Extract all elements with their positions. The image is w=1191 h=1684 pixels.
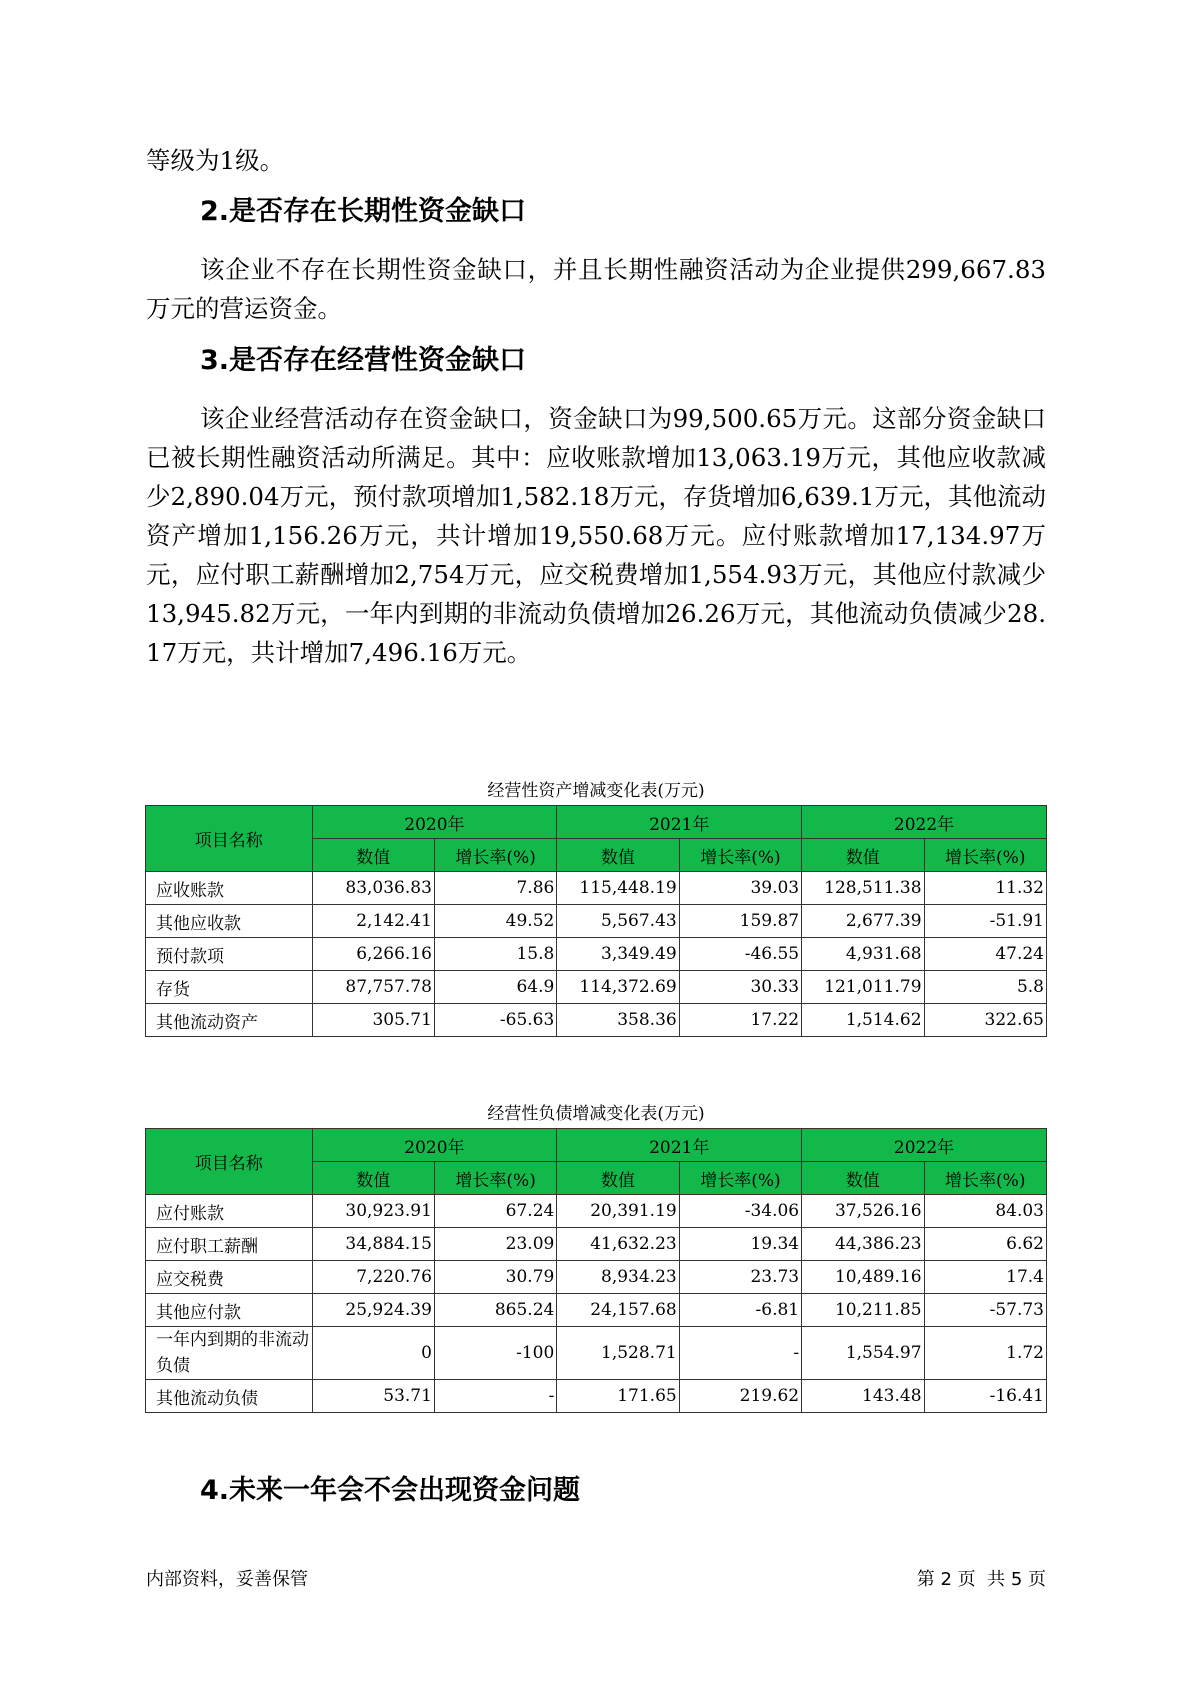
cell-growth-rate: 19.34 [679,1228,801,1261]
cell-growth-rate: 6.62 [924,1228,1046,1261]
table-row [146,1380,1047,1413]
liabilities-table-body [146,1195,1047,1413]
cell-value: 114,372.69 [557,971,679,1004]
cell-value: 143.48 [802,1380,924,1413]
table-row [146,1327,1047,1380]
cell-growth-rate: 64.9 [434,971,556,1004]
cell-value: 1,528.71 [557,1327,679,1380]
cell-value: 4,931.68 [802,938,924,971]
cell-value: 20,391.19 [557,1195,679,1228]
cell-growth-rate: -34.06 [679,1195,801,1228]
header-value: 数值 [557,1162,679,1195]
header-growth: 增长率(%) [679,1162,801,1195]
cell-value: 30,923.91 [312,1195,434,1228]
header-growth: 增长率(%) [924,1162,1046,1195]
header-value: 数值 [312,839,434,872]
cell-growth-rate: -57.73 [924,1294,1046,1327]
cell-value: 358.36 [557,1004,679,1037]
footer-page-number: 第 2 页 共 5 页 [916,1569,1046,1590]
intro-tail-block [146,141,1046,180]
cell-growth-rate: -65.63 [434,1004,556,1037]
cell-value: 115,448.19 [557,872,679,905]
cell-value: 2,142.41 [312,905,434,938]
row-item-name: 一年内到期的非流动负债 [146,1327,313,1380]
header-value: 数值 [312,1162,434,1195]
section-heading-3: 3.是否存在经营性资金缺口 [200,345,527,376]
cell-growth-rate: 84.03 [924,1195,1046,1228]
section-3-block [146,399,1046,672]
row-item-name: 其他应付款 [146,1294,313,1327]
cell-growth-rate: 67.24 [434,1195,556,1228]
header-year-2021: 2021年 [557,1129,802,1162]
cell-value: 34,884.15 [312,1228,434,1261]
header-growth: 增长率(%) [679,839,801,872]
cell-growth-rate: - [679,1327,801,1380]
cell-growth-rate: -46.55 [679,938,801,971]
section-3-paragraph: 该企业经营活动存在资金缺口，资金缺口为99,500.65万元。这部分资金缺口已被长期性融资活动所满足。其中：应收账款增加13,063.19万元，其他应收款减少2,890.04万元，预付款项增加1,582.18万元，存货增加6,639.1万元，其他流动资产增加1,156.26万元，共计增加19,550.68万元。应付账款增加17,134.97万元，应付职工薪酬增加2,754万元，应交税费增加1,554.93万元，其他应付款减少13,945.82万元，一年内到期的非流动负债增加26.26万元，其他流动负债减少28.17万元，共计增加7,496.16万元。 [146,404,1046,667]
cell-growth-rate: 7.86 [434,872,556,905]
row-item-name: 应收账款 [146,872,313,905]
liabilities-table-caption: 经营性负债增减变化表(万元) [487,1104,705,1124]
row-item-name: 存货 [146,971,313,1004]
cell-value: 41,632.23 [557,1228,679,1261]
header-year-2020: 2020年 [312,806,557,839]
cell-value: 37,526.16 [802,1195,924,1228]
liabilities-table [145,1128,1047,1413]
assets-table-caption: 经营性资产增减变化表(万元) [487,781,705,801]
header-year-2020: 2020年 [312,1129,557,1162]
cell-value: 44,386.23 [802,1228,924,1261]
cell-value: 10,211.85 [802,1294,924,1327]
section-2-paragraph: 该企业不存在长期性资金缺口，并且长期性融资活动为企业提供299,667.83万元的营运资金。 [146,255,1046,323]
cell-growth-rate: 39.03 [679,872,801,905]
cell-value: 53.71 [312,1380,434,1413]
row-item-name: 其他应收款 [146,905,313,938]
table-row [146,1261,1047,1294]
cell-growth-rate: 219.62 [679,1380,801,1413]
row-item-name: 其他流动资产 [146,1004,313,1037]
header-year-2022: 2022年 [802,1129,1047,1162]
intro-tail-text: 等级为1级。 [146,146,285,175]
cell-value: 10,489.16 [802,1261,924,1294]
cell-value: 24,157.68 [557,1294,679,1327]
section-heading-2: 2.是否存在长期性资金缺口 [200,196,527,227]
table-row [146,1004,1047,1037]
header-year-2022: 2022年 [802,806,1047,839]
header-item-name: 项目名称 [146,1129,313,1195]
cell-growth-rate: 23.73 [679,1261,801,1294]
cell-value: 3,349.49 [557,938,679,971]
cell-value: 171.65 [557,1380,679,1413]
header-growth: 增长率(%) [434,839,556,872]
row-item-name: 其他流动负债 [146,1380,313,1413]
assets-table [145,805,1047,1037]
table-row [146,905,1047,938]
cell-growth-rate: -16.41 [924,1380,1046,1413]
table-row [146,1195,1047,1228]
cell-value: 87,757.78 [312,971,434,1004]
header-year-2021: 2021年 [557,806,802,839]
cell-growth-rate: -51.91 [924,905,1046,938]
cell-value: 305.71 [312,1004,434,1037]
cell-growth-rate: 23.09 [434,1228,556,1261]
cell-growth-rate: -6.81 [679,1294,801,1327]
table-row [146,938,1047,971]
table-row [146,872,1047,905]
cell-value: 25,924.39 [312,1294,434,1327]
cell-value: 1,554.97 [802,1327,924,1380]
cell-growth-rate: 11.32 [924,872,1046,905]
cell-growth-rate: - [434,1380,556,1413]
row-item-name: 应付账款 [146,1195,313,1228]
cell-value: 8,934.23 [557,1261,679,1294]
cell-growth-rate: 159.87 [679,905,801,938]
cell-growth-rate: 30.33 [679,971,801,1004]
cell-growth-rate: 17.22 [679,1004,801,1037]
header-value: 数值 [802,839,924,872]
cell-growth-rate: 15.8 [434,938,556,971]
header-growth: 增长率(%) [434,1162,556,1195]
header-value: 数值 [802,1162,924,1195]
cell-growth-rate: -100 [434,1327,556,1380]
footer-confidential: 内部资料，妥善保管 [146,1569,308,1590]
cell-value: 121,011.79 [802,971,924,1004]
row-item-name: 应付职工薪酬 [146,1228,313,1261]
table-row [146,1228,1047,1261]
cell-value: 83,036.83 [312,872,434,905]
table-row [146,1294,1047,1327]
cell-value: 7,220.76 [312,1261,434,1294]
row-item-name: 预付款项 [146,938,313,971]
header-item-name: 项目名称 [146,806,313,872]
cell-growth-rate: 1.72 [924,1327,1046,1380]
cell-value: 6,266.16 [312,938,434,971]
cell-growth-rate: 49.52 [434,905,556,938]
cell-value: 0 [312,1327,434,1380]
cell-value: 5,567.43 [557,905,679,938]
cell-value: 2,677.39 [802,905,924,938]
assets-table-body [146,872,1047,1037]
cell-growth-rate: 865.24 [434,1294,556,1327]
cell-growth-rate: 47.24 [924,938,1046,971]
header-growth: 增长率(%) [924,839,1046,872]
section-heading-4: 4.未来一年会不会出现资金问题 [200,1475,581,1506]
row-item-name: 应交税费 [146,1261,313,1294]
cell-growth-rate: 322.65 [924,1004,1046,1037]
cell-value: 128,511.38 [802,872,924,905]
cell-value: 1,514.62 [802,1004,924,1037]
header-value: 数值 [557,839,679,872]
cell-growth-rate: 17.4 [924,1261,1046,1294]
cell-growth-rate: 5.8 [924,971,1046,1004]
table-row [146,971,1047,1004]
section-2-block [146,250,1046,328]
cell-growth-rate: 30.79 [434,1261,556,1294]
